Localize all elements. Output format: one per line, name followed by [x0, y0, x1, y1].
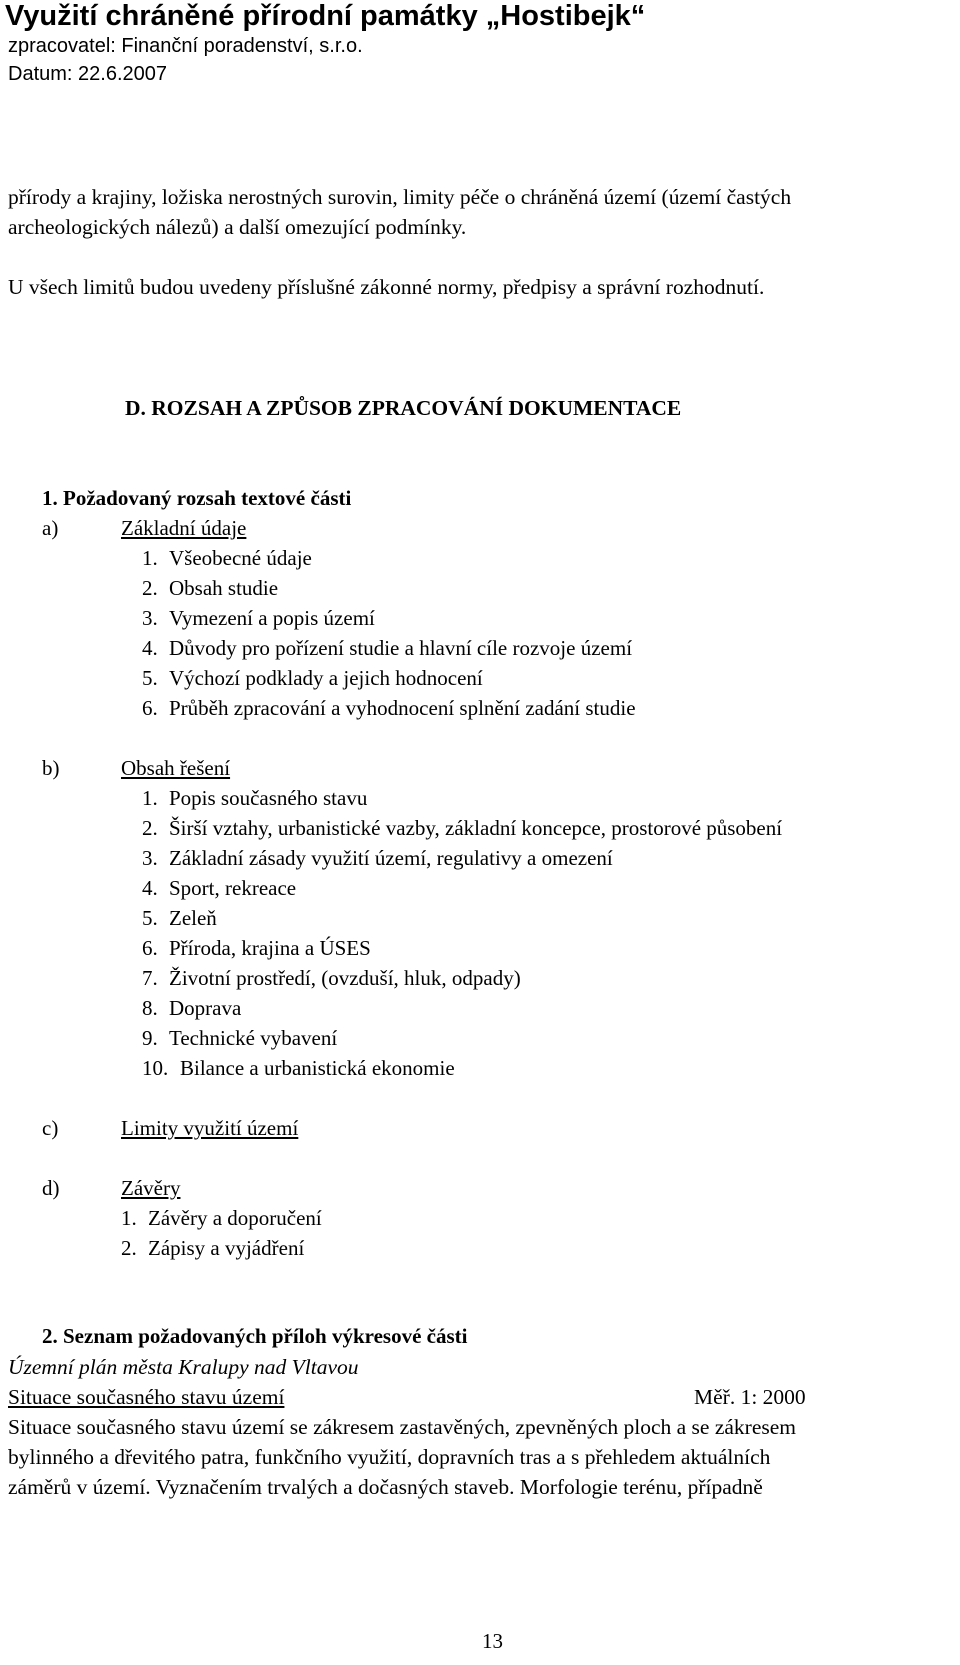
list-item: 1. Všeobecné údaje: [142, 546, 312, 570]
group-b-title: Obsah řešení: [121, 756, 231, 780]
drawing-desc-1: Situace současného stavu území se zákresem zastavěných, zpevněných ploch a se zákresem: [8, 1415, 797, 1439]
list-item: 6. Průběh zpracování a vyhodnocení splnění zadání studie: [142, 696, 636, 720]
list-item: 5. Zeleň: [142, 906, 217, 930]
part1-heading: 1. Požadovaný rozsah textové části: [42, 486, 352, 510]
group-b-letter: b): [42, 756, 60, 780]
page-number: 13: [482, 1629, 503, 1653]
list-item: 2. Zápisy a vyjádření: [121, 1236, 305, 1260]
drawing-desc-2: bylinného a dřevitého patra, funkčního využití, dopravních tras a s přehledem aktuálních: [8, 1445, 771, 1469]
list-item: 7. Životní prostředí, (ovzduší, hluk, odpady): [142, 966, 521, 990]
group-a-letter: a): [42, 516, 59, 540]
drawing-scale: Měř. 1: 2000: [694, 1385, 806, 1409]
list-item: 1. Závěry a doporučení: [121, 1206, 322, 1230]
document-author: zpracovatel: Finanční poradenství, s.r.o.: [8, 35, 363, 57]
group-d-letter: d): [42, 1176, 60, 1200]
drawing-title: Situace současného stavu území: [8, 1385, 285, 1409]
group-c-title: Limity využití území: [121, 1116, 299, 1140]
document-date: Datum: 22.6.2007: [8, 63, 167, 85]
intro-line-3: U všech limitů budou uvedeny příslušné zákonné normy, předpisy a správní rozhodnutí.: [8, 275, 765, 299]
list-item: 2. Obsah studie: [142, 576, 279, 600]
list-item: 6. Příroda, krajina a ÚSES: [142, 936, 371, 960]
list-item: 9. Technické vybavení: [142, 1026, 338, 1050]
group-d-title: Závěry: [121, 1176, 181, 1200]
part2-subtitle: Územní plán města Kralupy nad Vltavou: [8, 1355, 359, 1379]
list-item: 3. Vymezení a popis území: [142, 606, 375, 630]
group-c-letter: c): [42, 1116, 59, 1140]
list-item: 5. Výchozí podklady a jejich hodnocení: [142, 666, 483, 690]
list-item: 8. Doprava: [142, 996, 242, 1020]
intro-line-2: archeologických nálezů) a další omezující podmínky.: [8, 215, 467, 239]
intro-line-1: přírody a krajiny, ložiska nerostných surovin, limity péče o chráněná území (území častých: [8, 185, 792, 209]
list-item: 2. Širší vztahy, urbanistické vazby, základní koncepce, prostorové působení: [142, 816, 783, 840]
list-item: 3. Základní zásady využití území, regulativy a omezení: [142, 846, 613, 870]
document-title: Využití chráněné přírodní památky „Hostibejk“: [5, 0, 646, 32]
drawing-desc-3: záměrů v území. Vyznačením trvalých a dočasných staveb. Morfologie terénu, případně: [8, 1475, 763, 1499]
list-item: 4. Důvody pro pořízení studie a hlavní cíle rozvoje území: [142, 636, 633, 660]
list-item: 1. Popis současného stavu: [142, 786, 368, 810]
list-item: 10. Bilance a urbanistická ekonomie: [142, 1056, 455, 1080]
section-d-heading: D. ROZSAH A ZPŮSOB ZPRACOVÁNÍ DOKUMENTACE: [125, 396, 682, 420]
list-item: 4. Sport, rekreace: [142, 876, 297, 900]
part2-heading: 2. Seznam požadovaných příloh výkresové části: [42, 1324, 468, 1348]
group-a-title: Základní údaje: [121, 516, 247, 540]
